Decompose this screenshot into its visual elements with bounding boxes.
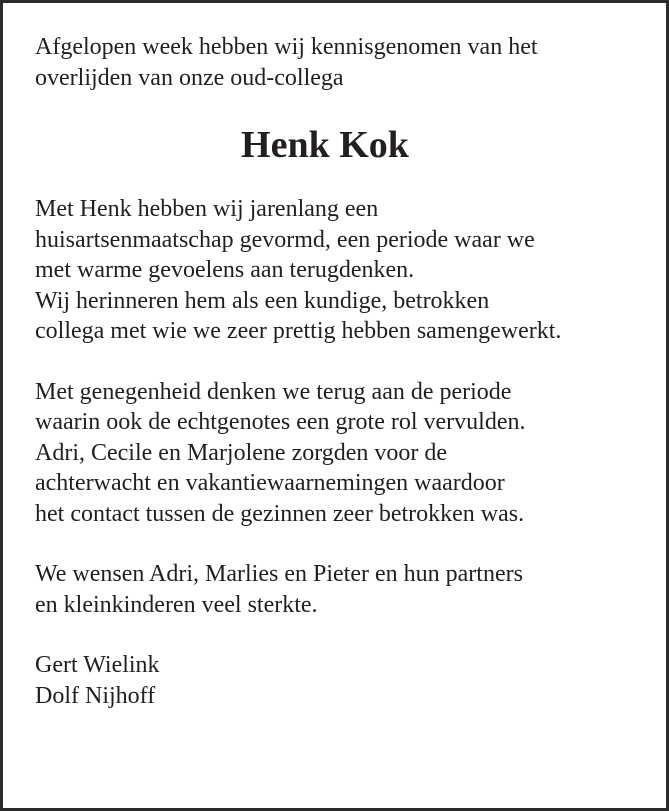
intro-text <box>35 32 655 93</box>
paragraph-line: Met genegenheid denken we terug aan de periode <box>35 378 512 405</box>
paragraph-line: waarin ook de echtgenotes een grote rol vervulden. <box>35 409 526 435</box>
intro-line: Afgelopen week hebben wij kennisgenomen van het <box>35 34 538 60</box>
deceased-name: Henk Kok <box>241 124 409 166</box>
paragraph-spouses <box>35 377 655 530</box>
intro-line: overlijden van onze oud-collega <box>35 64 344 91</box>
paragraph-line: Wij herinneren hem als een kundige, betrokken <box>35 287 490 314</box>
paragraph-line: We wensen Adri, Marlies en Pieter en hun partners <box>35 561 523 587</box>
paragraph-line: huisartsenmaatschap gevormd, een periode waar we <box>35 226 535 253</box>
paragraph-line: achterwacht en vakantiewaarnemingen waardoor <box>35 470 505 496</box>
notice-content <box>35 32 655 711</box>
signatory-name: Gert Wielink <box>35 652 160 678</box>
paragraph-line: en kleinkinderen veel sterkte. <box>35 591 318 618</box>
signatory-name: Dolf Nijhoff <box>35 682 156 709</box>
paragraph-line: collega met wie we zeer prettig hebben samengewerkt. <box>35 318 562 344</box>
paragraph-memories <box>35 194 655 347</box>
signatories <box>35 650 655 711</box>
paragraph-condolences <box>35 559 655 620</box>
paragraph-line: Adri, Cecile en Marjolene zorgden voor de <box>35 439 448 466</box>
paragraph-line: Met Henk hebben wij jarenlang een <box>35 196 379 222</box>
paragraph-line: het contact tussen de gezinnen zeer betrokken was. <box>35 500 525 527</box>
paragraph-line: met warme gevoelens aan terugdenken. <box>35 257 415 283</box>
